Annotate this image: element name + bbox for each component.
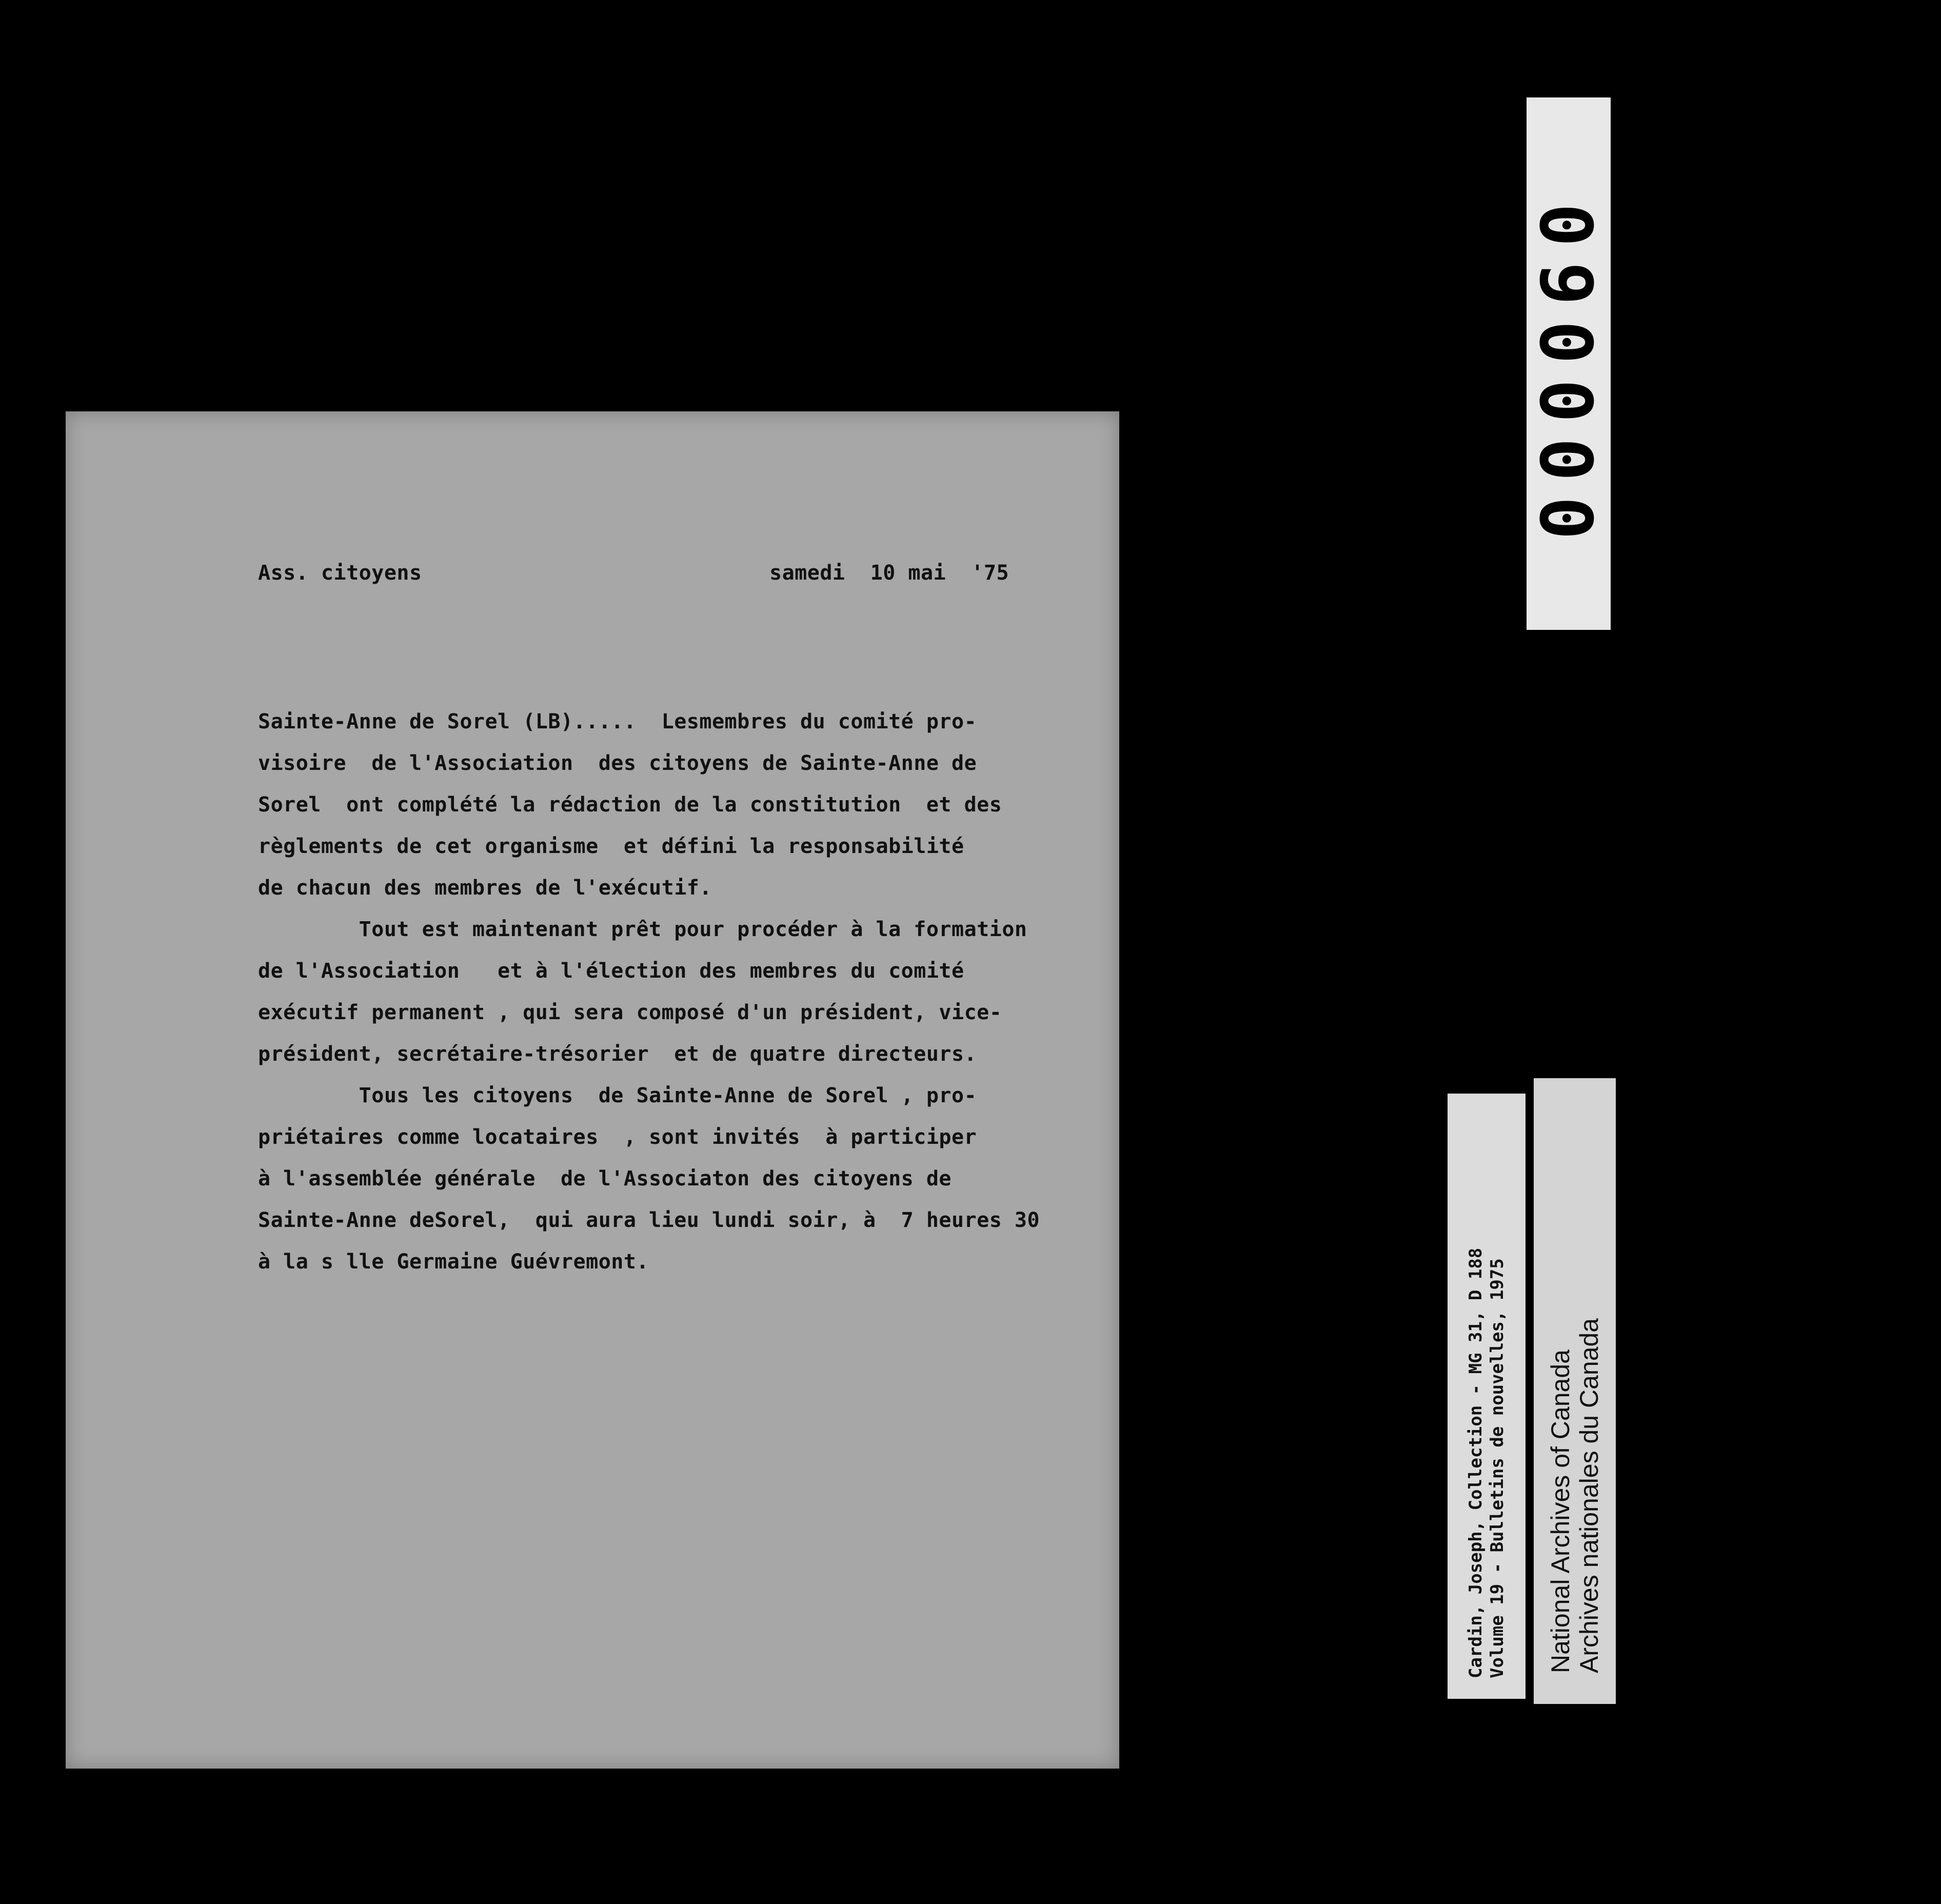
reference-line-2: Volume 19 - Bulletins de nouvelles, 1975 <box>1487 1258 1508 1678</box>
frame-number: 000060 <box>1527 188 1611 540</box>
archive-reference-label <box>1448 1094 1526 1699</box>
body-line: Sainte-Anne deSorel, qui aura lieu lundi soir, à 7 heures 30 <box>258 1208 1040 1232</box>
header-left: Ass. citoyens <box>258 561 422 585</box>
body-line: Tout est maintenant prêt pour procéder à la formation <box>258 918 1027 941</box>
body-line: règlements de cet organisme et défini la responsabilité <box>258 835 964 858</box>
header-date: samedi 10 mai '75 <box>769 561 1009 585</box>
body-line: visoire de l'Association des citoyens de Sainte-Anne de <box>258 751 977 775</box>
body-line: de l'Association et à l'élection des membres du comité <box>258 959 964 983</box>
body-line: président, secrétaire-trésorier et de quatre directeurs. <box>258 1042 977 1066</box>
body-line: Sainte-Anne de Sorel (LB)..... Lesmembres du comité pro- <box>258 710 977 733</box>
body-line: à la s lle Germaine Guévremont. <box>258 1250 649 1274</box>
reference-line-1: Cardin, Joseph, Collection - MG 31, D 188 <box>1465 1247 1486 1678</box>
archive-name-fr: Archives nationales du Canada <box>1575 1318 1603 1673</box>
typed-page <box>66 411 1119 1769</box>
body-line: à l'assemblée générale de l'Associaton des citoyens de <box>258 1167 952 1191</box>
frame-number-label <box>1527 97 1611 630</box>
body-line: exécutif permanent , qui sera composé d'un président, vice- <box>258 1001 1002 1024</box>
archive-name-label <box>1534 1078 1616 1704</box>
body-line: Tous les citoyens de Sainte-Anne de Sorel , pro- <box>258 1084 977 1107</box>
body-line: priétaires comme locataires , sont invités à participer <box>258 1125 977 1149</box>
archive-name-en: National Archives of Canada <box>1546 1350 1575 1673</box>
body-line: Sorel ont complété la rédaction de la constitution et des <box>258 793 1002 817</box>
body-line: de chacun des membres de l'exécutif. <box>258 876 712 900</box>
